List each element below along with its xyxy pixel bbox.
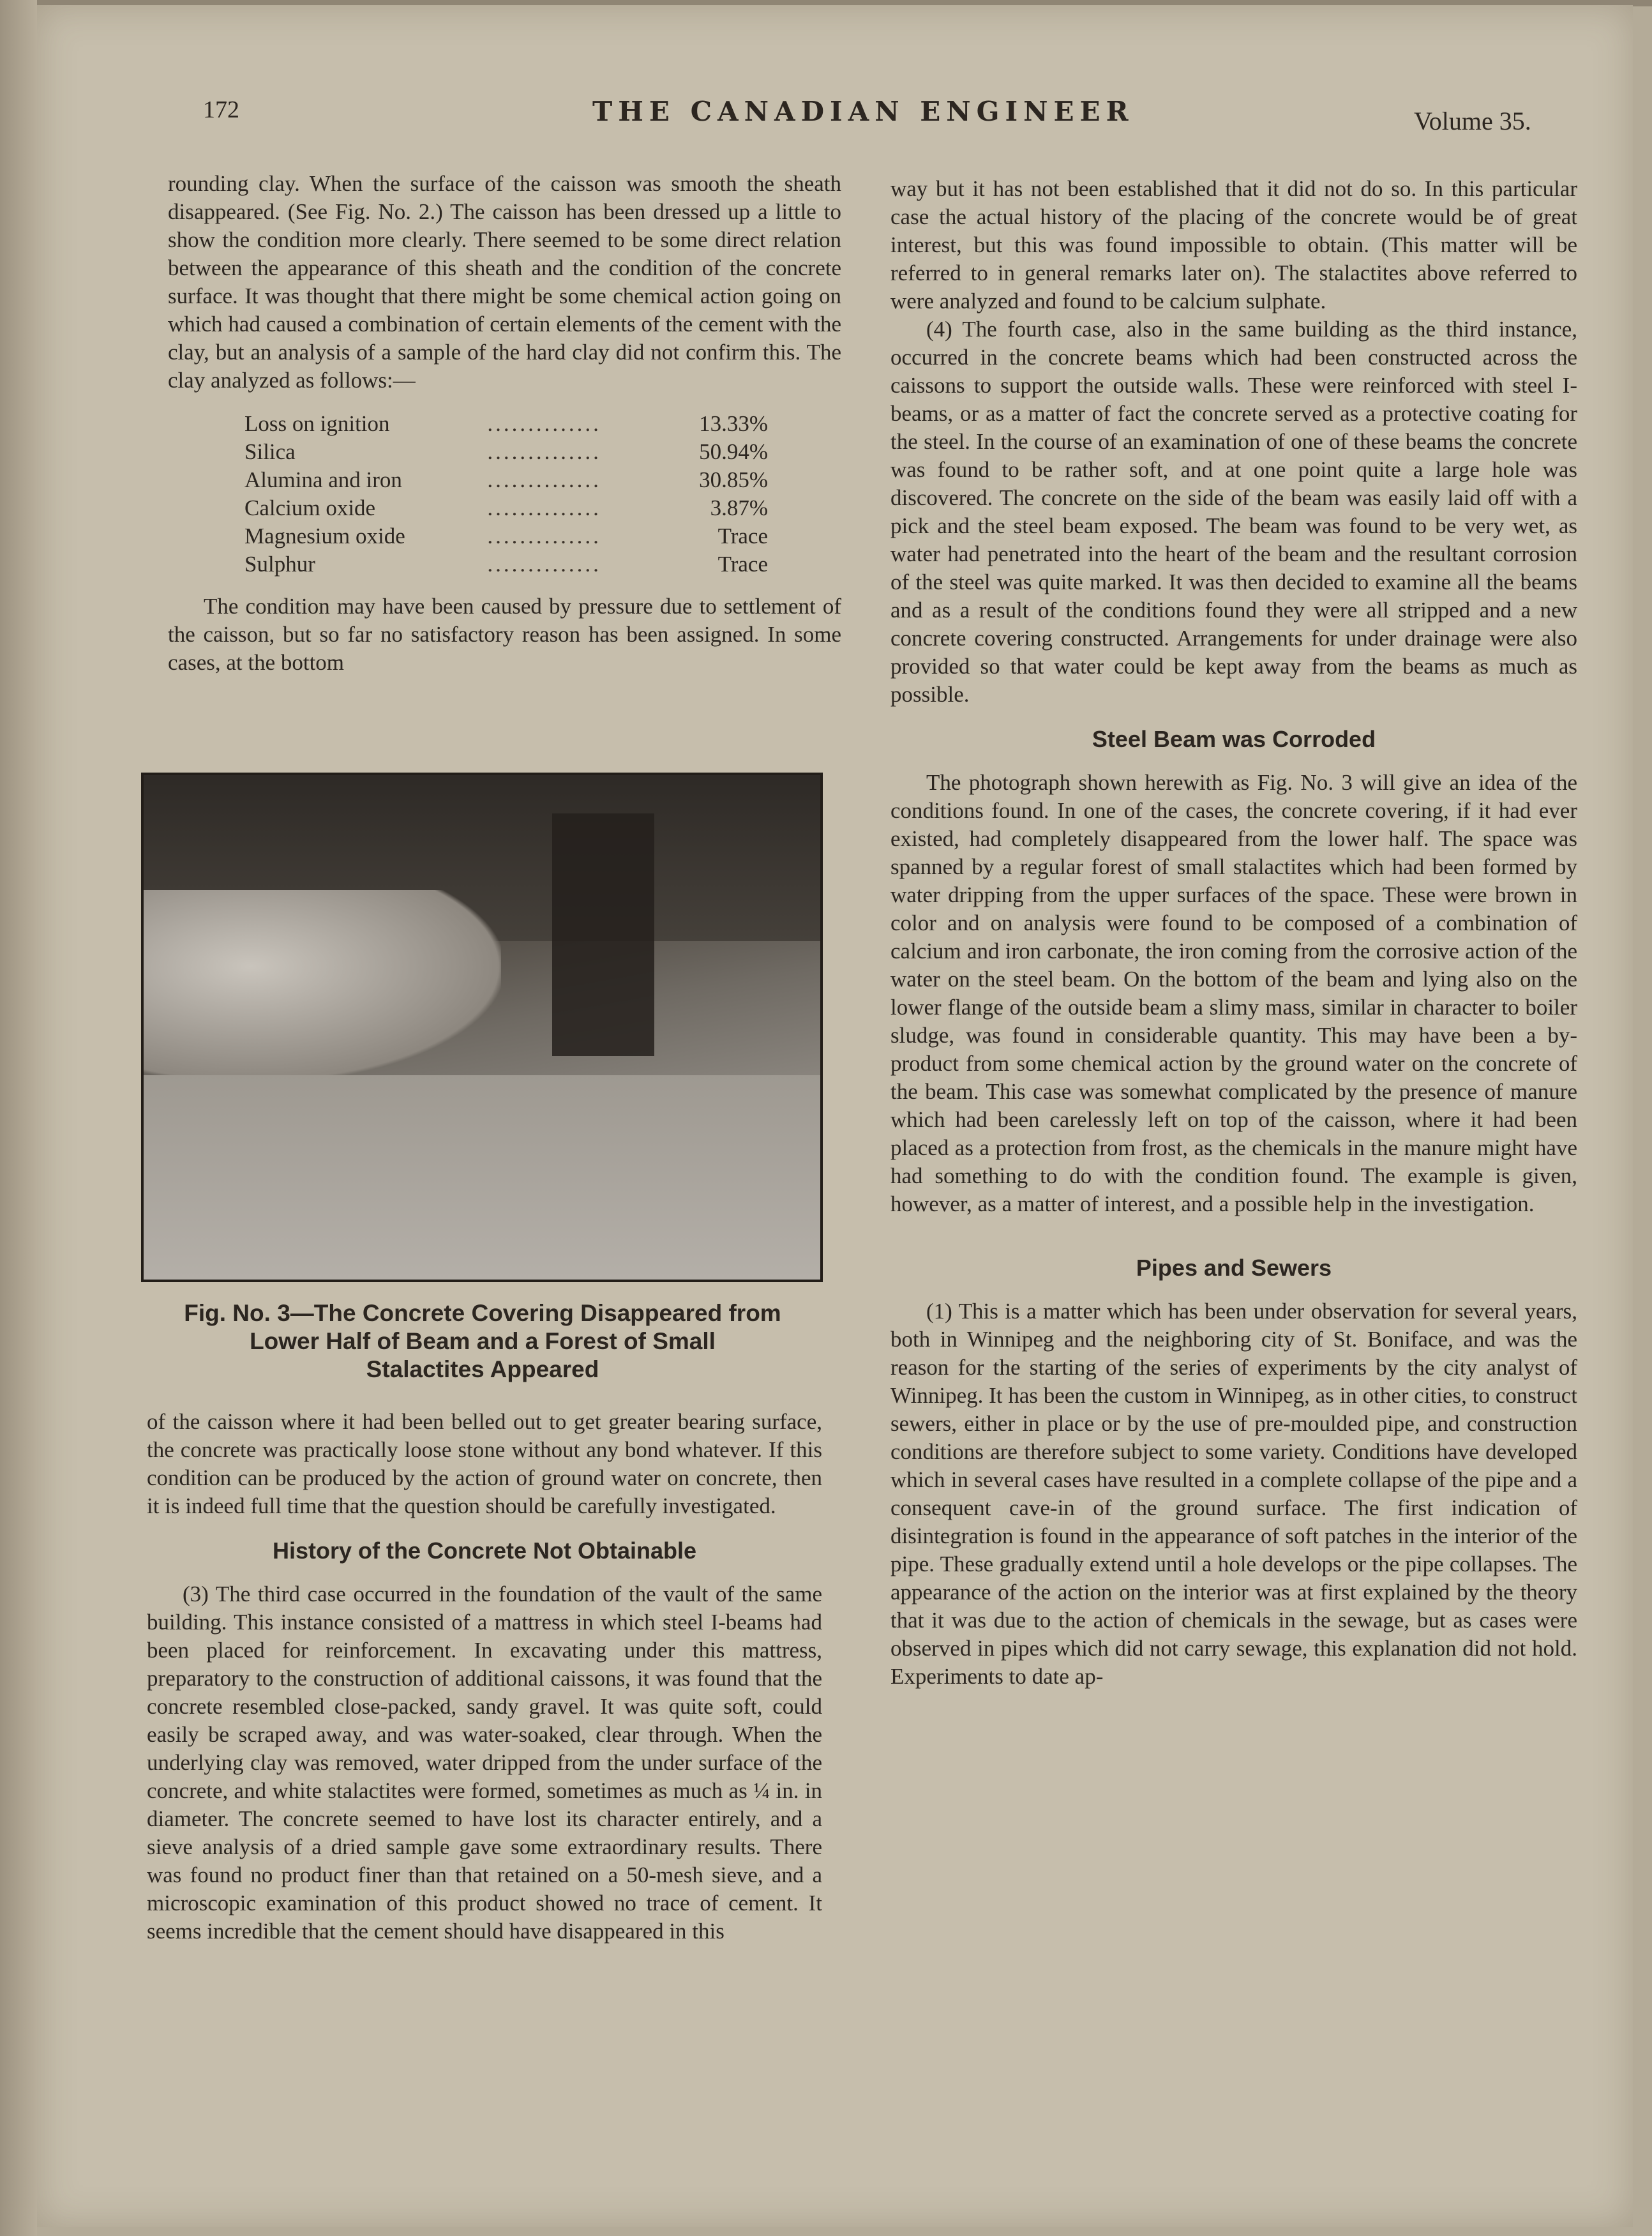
table-row xyxy=(244,522,768,550)
paragraph: The photograph shown herewith as Fig. No. 3 will give an idea of the conditions found. In one of the cases, the concrete covering, if it had ever existed, had completely disappeared from the lower half. The space was spanned by a regular forest of small stalactites which had been formed by water dripping from the upper surfaces of the space. These were brown in color and on analysis were found to be composed of a combination of calcium and iron carbonate, the iron coming from the corrosive action of the water on the steel beam. On the bottom of the beam and lying also on the lower flange of the outside beam a slimy mass, similar in character to boiler sludge, was found in considerable quantity. This may have been a by-product from some chemical action by the ground water on the concrete of the beam. This case was somewhat complicated by the presence of manure which had been carelessly left on top of the caisson, where it had been placed as a protection from frost, as the chemicals in the manure might have had something to do with the condition found. The example is given, however, as a matter of interest, and a possible help in the investigation. xyxy=(890,770,1577,1216)
analysis-value: 50.94% xyxy=(699,439,768,464)
volume-label: Volume 35. xyxy=(1414,107,1531,135)
binding-shadow xyxy=(0,0,37,2236)
figure-caption xyxy=(141,1299,824,1384)
paragraph: rounding clay. When the surface of the caisson was smooth the sheath disappeared. (See Fig. No. 2.) The caisson has been dressed up a little to show the condition more clearly. There seemed to be some direct relation between the appearance of this sheath and the condition of the concrete surface. It was thought that there might be some chemical action going on which had caused a combination of certain elements of the cement with the clay, but an analysis of a sample of the hard clay did not confirm this. The clay analyzed as follows:— xyxy=(168,171,841,393)
leader-dots: .............. xyxy=(487,524,601,548)
analysis-value: 3.87% xyxy=(710,495,768,520)
table-row xyxy=(244,466,768,494)
left-column-top xyxy=(168,170,841,677)
caption-line: Lower Half of Beam and a Forest of Small xyxy=(250,1328,716,1354)
leader-dots: .............. xyxy=(487,495,601,520)
leader-dots: .............. xyxy=(487,411,601,436)
analysis-name: Loss on ignition xyxy=(244,411,390,436)
leader-dots: .............. xyxy=(487,552,601,577)
caption-line: Stalactites Appeared xyxy=(366,1356,599,1382)
paragraph: way but it has not been established that it did not do so. In this particular case the actual history of the placing of the concrete would be of great interest, but this was found impossible to obtain. (This matter will be referred to in general remarks later on). The stalactites above referred to were analyzed and found to be calcium sulphate. xyxy=(890,176,1577,313)
analysis-value: Trace xyxy=(717,552,768,577)
paragraph: (4) The fourth case, also in the same building as the third instance, occurred in the concrete beams which had been constructed across the caissons to support the outside walls. These were reinforced with steel I-beams, or as a matter of fact the concrete served as a protective coating for the steel. In the course of an examination of one of these beams the concrete was found to be rather soft, and at one point quite a large hole was discovered. The concrete on the side of the beam was easily laid off with a pick and the steel beam exposed. The beam was found to be very wet, as water had penetrated into the heart of the beam and the resultant corrosion of the steel was quite marked. It was then decided to examine all the beams and as a result of the conditions found they were all stripped and a new concrete covering constructed. Arrangements for under drainage were also provided so that water could be kept away from the beams as much as possible. xyxy=(890,317,1577,707)
paragraph: (3) The third case occurred in the foundation of the vault of the same building. This instance consisted of a mattress in which steel I-beams had been placed for reinforcement. In excavating under this mattress, preparatory to the construction of additional caissons, it was found that the concrete resembled close-packed, sandy gravel. It was quite soft, could easily be scraped away, and was water-soaked, clear through. When the underlying clay was removed, water dripped from the under surface of the concrete, and white stalactites were formed, sometimes as much as ¼ in. in diameter. The concrete seemed to have lost its character entirely, and a sieve analysis of a dried sample gave some extraordinary results. There was found no product finer than that retained on a 50-mesh sieve, and a microscopic examination of this product showed no trace of cement. It seems incredible that the cement should have disappeared in this xyxy=(147,1582,822,1944)
leader-dots: .............. xyxy=(487,439,601,464)
journal-title: THE CANADIAN ENGINEER xyxy=(592,96,1134,127)
right-column xyxy=(890,175,1577,1691)
analysis-name: Sulphur xyxy=(244,552,315,577)
photo-floor xyxy=(144,1075,820,1280)
analysis-name: Magnesium oxide xyxy=(244,524,405,548)
analysis-value: 13.33% xyxy=(699,411,768,436)
table-row xyxy=(244,438,768,466)
photo-beam-shadow xyxy=(552,813,654,1056)
left-column-bottom xyxy=(147,1408,822,1945)
analysis-name: Calcium oxide xyxy=(244,495,376,520)
paragraph: (1) This is a matter which has been under observation for several years, both in Winnipeg and the neighboring city of St. Boniface, and was the reason for the starting of the series of experiments by the city analyst of Winnipeg. It has been the custom in Winnipeg, as in other cities, to construct sewers, either in place or by the use of pre-moulded pipe, and construction conditions are therefore subject to some variety. Conditions have developed which in several cases have resulted in a complete collapse of the pipe and a consequent cave-in of the ground surface. The first indication of disintegration is found in the appearance of soft patches in the interior of the pipe. These gradually extend until a hole develops or the pipe collapses. The appearance of the action on the interior was at first explained by the theory that it was due to the action of chemicals in the sewage, but as cases were observed in pipes which did not carry sewage, this explanation did not hold. Experiments to date ap- xyxy=(890,1299,1577,1689)
table-row xyxy=(244,494,768,522)
table-row xyxy=(244,550,768,578)
photo-figure-3 xyxy=(141,773,823,1282)
leader-dots: .............. xyxy=(487,467,601,492)
clay-analysis-table xyxy=(244,410,768,578)
section-heading: Steel Beam was Corroded xyxy=(1092,726,1376,752)
paragraph: of the caisson where it had been belled out to get greater bearing surface, the concrete was practically loose stone without any bond whatever. If this condition can be produced by the action of ground water on concrete, then it is indeed full time that the question should be carefully investigated. xyxy=(147,1409,822,1518)
section-heading: History of the Concrete Not Obtainable xyxy=(272,1537,697,1564)
section-heading: Pipes and Sewers xyxy=(1136,1255,1332,1281)
analysis-value: Trace xyxy=(717,524,768,548)
page-header xyxy=(0,96,1652,140)
paragraph: The condition may have been caused by pressure due to settlement of the caisson, but so far no satisfactory reason has been assigned. In some cases, at the bottom xyxy=(168,594,841,675)
analysis-name: Silica xyxy=(244,439,296,464)
caption-line: Fig. No. 3—The Concrete Covering Disappeared from xyxy=(184,1300,781,1326)
table-row xyxy=(244,410,768,438)
photo-light-mound xyxy=(144,890,501,1082)
analysis-value: 30.85% xyxy=(699,467,768,492)
page-number: 172 xyxy=(203,96,239,123)
analysis-name: Alumina and iron xyxy=(244,467,402,492)
